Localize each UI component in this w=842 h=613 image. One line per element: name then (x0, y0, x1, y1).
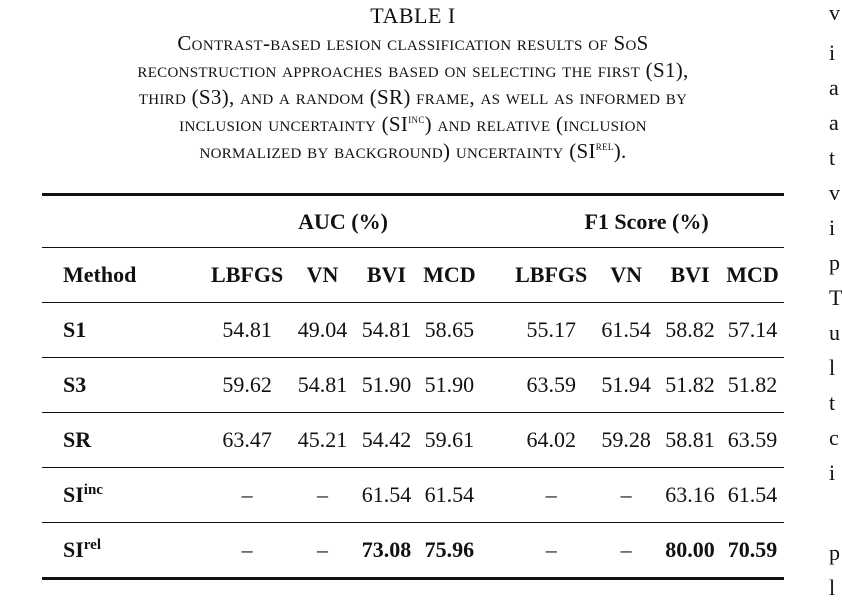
cell-gap (481, 468, 509, 523)
cell-f1-mcd: 61.54 (727, 482, 778, 507)
caption-line-5-pre: normalized by background) uncertainty (SI (199, 139, 596, 163)
margin-char: p (829, 540, 840, 565)
cell-gap (481, 303, 509, 358)
row-method (42, 523, 205, 579)
cell-f1-bvi-best: 80.00 (665, 537, 715, 562)
cell-f1-bvi: 58.81 (665, 427, 715, 452)
cell-auc-lbfgs: – (241, 537, 253, 562)
column-header-auc-mcd: MCD (423, 262, 476, 287)
column-header-f1-vn: VN (610, 262, 642, 287)
cell-auc-lbfgs: – (241, 482, 253, 507)
margin-char: i (829, 40, 836, 65)
cell-f1-mcd-best: 70.59 (727, 537, 778, 562)
caption-line-4 (42, 111, 784, 138)
cell-auc-mcd-best: 75.96 (424, 537, 475, 562)
group-header-gap (481, 195, 509, 248)
table-label: TABLE I (370, 3, 456, 28)
cell-gap (481, 413, 509, 468)
cell-f1-lbfgs: 55.17 (526, 317, 576, 342)
caption-line-4-post: ) and relative (inclusion (424, 112, 647, 136)
table-row-s1 (42, 303, 784, 358)
cell-auc-vn: 54.81 (297, 372, 348, 397)
cell-f1-bvi: 63.16 (665, 482, 715, 507)
row-method (42, 358, 205, 413)
group-header-auc: AUC (%) (298, 208, 388, 234)
margin-char: v (829, 180, 840, 205)
column-header-auc-bvi: BVI (366, 262, 407, 287)
cell-auc-bvi: 54.81 (361, 317, 412, 342)
cell-f1-lbfgs: – (545, 537, 557, 562)
method-name: SI (63, 537, 84, 562)
cell-auc-vn: 45.21 (297, 427, 348, 452)
cell-auc-mcd: 58.65 (424, 317, 475, 342)
cell-f1-mcd: 57.14 (727, 317, 778, 342)
table-caption (42, 30, 784, 165)
margin-char: a (829, 75, 839, 100)
margin-char: i (829, 460, 836, 485)
cell-gap (481, 523, 509, 579)
margin-char: l (829, 575, 836, 600)
margin-char: i (829, 215, 836, 240)
cell-f1-bvi: 51.82 (665, 372, 715, 397)
table-row-si-rel (42, 523, 784, 579)
group-header-empty (42, 195, 205, 248)
margin-char: p (829, 250, 840, 275)
column-header-gap (481, 248, 509, 303)
cell-f1-mcd: 51.82 (727, 372, 778, 397)
cell-auc-vn: – (317, 482, 329, 507)
cell-auc-lbfgs: 63.47 (222, 427, 272, 452)
cell-auc-vn: 49.04 (297, 317, 348, 342)
column-header-method: Method (63, 262, 137, 287)
row-method (42, 468, 205, 523)
method-sup: rel (83, 537, 102, 553)
caption-line-5-sup: rel (595, 138, 614, 153)
column-header-f1-lbfgs: LBFGS (515, 262, 588, 287)
cell-auc-mcd: 59.61 (424, 427, 475, 452)
margin-char: t (829, 145, 836, 170)
margin-char: a (829, 110, 839, 135)
cell-auc-bvi: 61.54 (361, 482, 412, 507)
margin-char: l (829, 355, 836, 380)
column-header-row (42, 248, 784, 303)
results-table (42, 193, 784, 580)
cell-auc-mcd: 51.90 (424, 372, 475, 397)
cell-auc-lbfgs: 54.81 (222, 317, 272, 342)
cell-f1-lbfgs: 64.02 (526, 427, 576, 452)
method-name: SR (63, 427, 92, 452)
caption-line-2: reconstruction approaches based on selecting the first (S1), (137, 58, 689, 82)
cell-auc-bvi-best: 73.08 (361, 537, 412, 562)
method-sup: inc (83, 482, 103, 498)
margin-char: T (829, 285, 842, 310)
table-row-si-inc (42, 468, 784, 523)
caption-line-5-post: ). (613, 139, 627, 163)
cell-f1-mcd: 63.59 (727, 427, 778, 452)
row-method (42, 303, 205, 358)
cell-auc-bvi: 51.90 (361, 372, 412, 397)
cell-auc-vn: – (317, 537, 329, 562)
cell-f1-lbfgs: 63.59 (526, 372, 576, 397)
cell-f1-vn: – (620, 482, 632, 507)
method-name: SI (63, 482, 84, 507)
cell-auc-mcd: 61.54 (424, 482, 475, 507)
cell-f1-vn: 51.94 (601, 372, 651, 397)
group-header-row (42, 195, 784, 248)
cell-f1-lbfgs: – (545, 482, 557, 507)
caption-line-4-pre: inclusion uncertainty (SI (179, 112, 409, 136)
cell-f1-bvi: 58.82 (665, 317, 715, 342)
table-row-s3 (42, 358, 784, 413)
caption-line-3: third (S3), and a random (SR) frame, as well as informed by (138, 85, 688, 109)
caption-line-4-sup: inc (408, 111, 425, 126)
cell-auc-bvi: 54.42 (361, 427, 412, 452)
adjacent-column-text (826, 0, 842, 613)
margin-char: t (829, 390, 836, 415)
column-header-f1-mcd: MCD (726, 262, 779, 287)
cell-auc-lbfgs: 59.62 (222, 372, 272, 397)
cell-gap (481, 358, 509, 413)
margin-char: u (829, 320, 840, 345)
caption-line-1: Contrast-based lesion classification results of SoS (177, 31, 649, 55)
method-name: S3 (63, 372, 87, 397)
cell-f1-vn: 59.28 (601, 427, 651, 452)
cell-f1-vn: – (620, 537, 632, 562)
margin-char: v (829, 0, 840, 25)
column-header-auc-vn: VN (306, 262, 339, 287)
cell-f1-vn: 61.54 (601, 317, 651, 342)
method-name: S1 (63, 317, 87, 342)
group-header-f1: F1 Score (%) (584, 208, 709, 234)
caption-line-5 (42, 138, 784, 165)
column-header-f1-bvi: BVI (670, 262, 710, 287)
row-method (42, 413, 205, 468)
margin-char: c (829, 425, 839, 450)
table-row-sr (42, 413, 784, 468)
column-header-auc-lbfgs: LBFGS (211, 262, 284, 287)
